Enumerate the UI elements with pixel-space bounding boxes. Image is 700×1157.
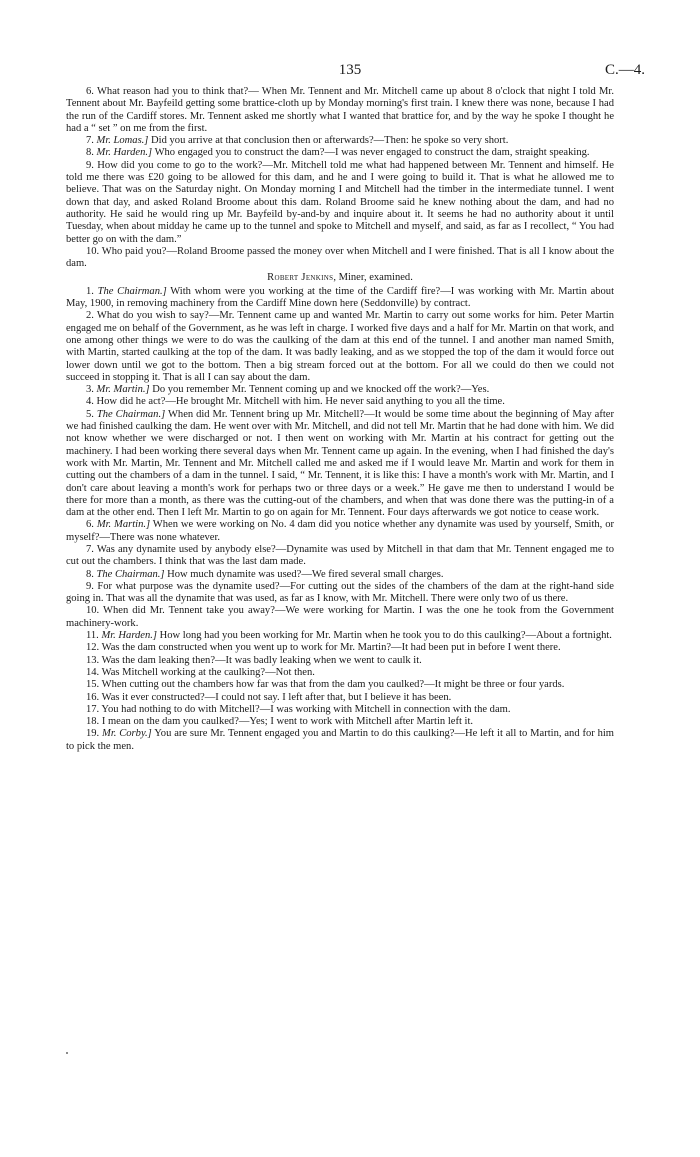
question-answer: 3. Mr. Martin.] Do you remember Mr. Tennent coming up and we knocked off the work?—Yes. <box>86 384 490 396</box>
speaker: Mr. Harden.] <box>101 630 158 642</box>
question-answer: 8. The Chairman.] How much dynamite was used?—We fired several small charges. <box>86 568 444 580</box>
question-answer: 9. For what purpose was the dynamite used?—For cutting out the sides of the chambers of the dam at the right-hand side going in. That was all the dynamite that was used, as far as I know, with Mr. Mitchell. There were only two of us there. <box>66 580 614 605</box>
question-answer: 10. Who paid you?—Roland Broome passed the money over when Mitchell and I were finished. That is all I know about the dam. <box>66 245 614 270</box>
question-answer: 10. When did Mr. Tennent take you away?—We were working for Martin. I was the one he took from the Government machinery-work. <box>66 605 614 629</box>
question-answer: 6. Mr. Martin.] When we were working on No. 4 dam did you notice whether any dynamite was used by yourself, Smith, or myself?—There was none whatever. <box>66 519 614 543</box>
document-reference: C.—4. <box>604 62 645 78</box>
witness-heading <box>66 272 614 284</box>
question-answer: 1. The Chairman.] With whom were you working at the time of the Cardiff fire?—I was working with Mr. Martin about May, 1900, in removing machinery from the Cardiff Mine down here (Seddonville) by contract. <box>66 285 615 310</box>
question-answer: 11. Mr. Harden.] How long had you been working for Mr. Martin when he took you to do this caulking?—About a fortnight. <box>86 630 612 642</box>
speaker: The Chairman.] <box>96 568 165 580</box>
document-body <box>66 86 614 753</box>
question-answer: 9. How did you come to go to the work?—Mr. Mitchell told me what had happened between Mr. Tennent and himself. He told me there was £20 going to be allowed for this dam, and he and I were going to build it. That is what he allowed me to believe. That was on the Saturday night. On Monday morning I and Mitchell had the timber in the intermediate tunnel. I went down that day, and asked Roland Broome about this dam. Roland Broome said he knew nothing about the dam, and had no authority. He said he would ring up Mr. Bayfeild by-and-by and inquire about it. It seems he had no authority about it until Tuesday, when about midday he came up to the tunnel and spoke to Mitchell and myself, and said, as far as I recollect, “ You had better go on with the dam.” <box>66 159 614 245</box>
question-answer: 8. Mr. Harden.] Who engaged you to construct the dam?—I was never engaged to construct the dam, straight speaking. <box>86 147 590 159</box>
speaker: Mr. Harden.] <box>96 147 153 159</box>
speaker: Mr. Lomas.] <box>96 135 149 147</box>
witness-role: , Miner, examined. <box>333 272 413 284</box>
question-answer: 18. I mean on the dam you caulked?—Yes; I went to work with Mitchell after Martin left it. <box>86 716 474 728</box>
question-answer: 15. When cutting out the chambers how far was that from the dam you caulked?—It might be three or four yards. <box>86 679 565 691</box>
question-answer: 13. Was the dam leaking then?—It was badly leaking when we went to caulk it. <box>86 654 422 666</box>
question-answer: 19. Mr. Corby.] You are sure Mr. Tennent engaged you and Martin to do this caulking?—He left it all to Martin, and for him to pick the men. <box>66 728 614 752</box>
question-answer: 7. Was any dynamite used by anybody else?—Dynamite was used by Mitchell in that dam that Mr. Tennent engaged me to cut out the chambers. I think that was the last dam made. <box>66 543 614 568</box>
question-answer: 16. Was it ever constructed?—I could not say. I left after that, but I believe it has been. <box>86 691 452 703</box>
question-answer: 12. Was the dam constructed when you went up to work for Mr. Martin?—It had been put in before I went there. <box>86 642 561 654</box>
speaker: Mr. Martin.] <box>96 384 150 396</box>
question-answer: 7. Mr. Lomas.] Did you arrive at that conclusion then or afterwards?—Then: he spoke so very short. <box>86 135 509 147</box>
question-answer: 5. The Chairman.] When did Mr. Tennent bring up Mr. Mitchell?—It would be some time about the beginning of May after we had finished caulking the dam. He went over with Mr. Mitchell, and did not tell Mr. Martin that he had done with him. We did not know whether we were discharged or not. I then went on working with Mr. Martin at his contract for getting out the machinery. I had been working there several days when Mr. Tennent came up again. In the evening, when I had finished the day's work with Mr. Martin, Mr. Tennent and Mr. Mitchell called me and asked me if I would leave Mr. Martin and work for them in cutting out the chambers of a dam in the tunnel. I said, “ Mr. Tennent, it is like this: I have a month's work with Mr. Martin, and I don't care about leaving a month's work for perhaps two or three days or a week.” He gave me then to understand I would be there for more than a month, as there was the cutting-out of the chambers, and when that was done there was the putting-in of a dam at the other end. Then I left Mr. Martin to go on again for Mr. Tennent. Four days afterwards we got notice to cease work. <box>66 408 614 519</box>
speaker: Mr. Martin.] <box>96 519 151 531</box>
speaker: The Chairman.] <box>96 408 166 420</box>
witness-name: Robert Jenkins <box>267 272 334 284</box>
question-answer: 6. What reason had you to think that?— When Mr. Tennent and Mr. Mitchell came up about 8 o'clock that night I told Mr. Tennent about Mr. Bayfeild getting some brattice-cloth up by Monday morning's first train. I knew there was none, because I had the run of the Cardiff stores. Mr. Tennent asked me shortly what I wanted that brattice for, and by the way he spoke I thought he had a “ set ” on me from the first. <box>66 86 614 134</box>
page-speck <box>66 1052 68 1054</box>
question-answer: 4. How did he act?—He brought Mr. Mitchell with him. He never said anything to you all the time. <box>86 396 505 408</box>
question-answer: 14. Was Mitchell working at the caulking?—Not then. <box>86 666 315 678</box>
page-number: 135 <box>338 62 362 78</box>
question-answer: 2. What do you wish to say?—Mr. Tennent came up and wanted Mr. Martin to carry out some works for him. Peter Martin engaged me on behalf of the Government, as he was left in charge. I worked five days and a half for Mr. Martin on that work, and one among other things we were to do was the caulking of the dam at this end of the tunnel. I and another man named Smith, with Martin, started caulking at the top of the dam. It was badly leaking, and as we stopped the top of the dam it would force out lower down until we got to the bottom. Then a big stream forced out at the bottom. For all we could do then we could not succeed in stopping it. That is all I can say about the dam. <box>66 310 614 383</box>
speaker: The Chairman.] <box>97 285 167 297</box>
speaker: Mr. Corby.] <box>102 728 152 740</box>
question-answer: 17. You had nothing to do with Mitchell?—I was working with Mitchell in connection with the dam. <box>86 703 511 715</box>
